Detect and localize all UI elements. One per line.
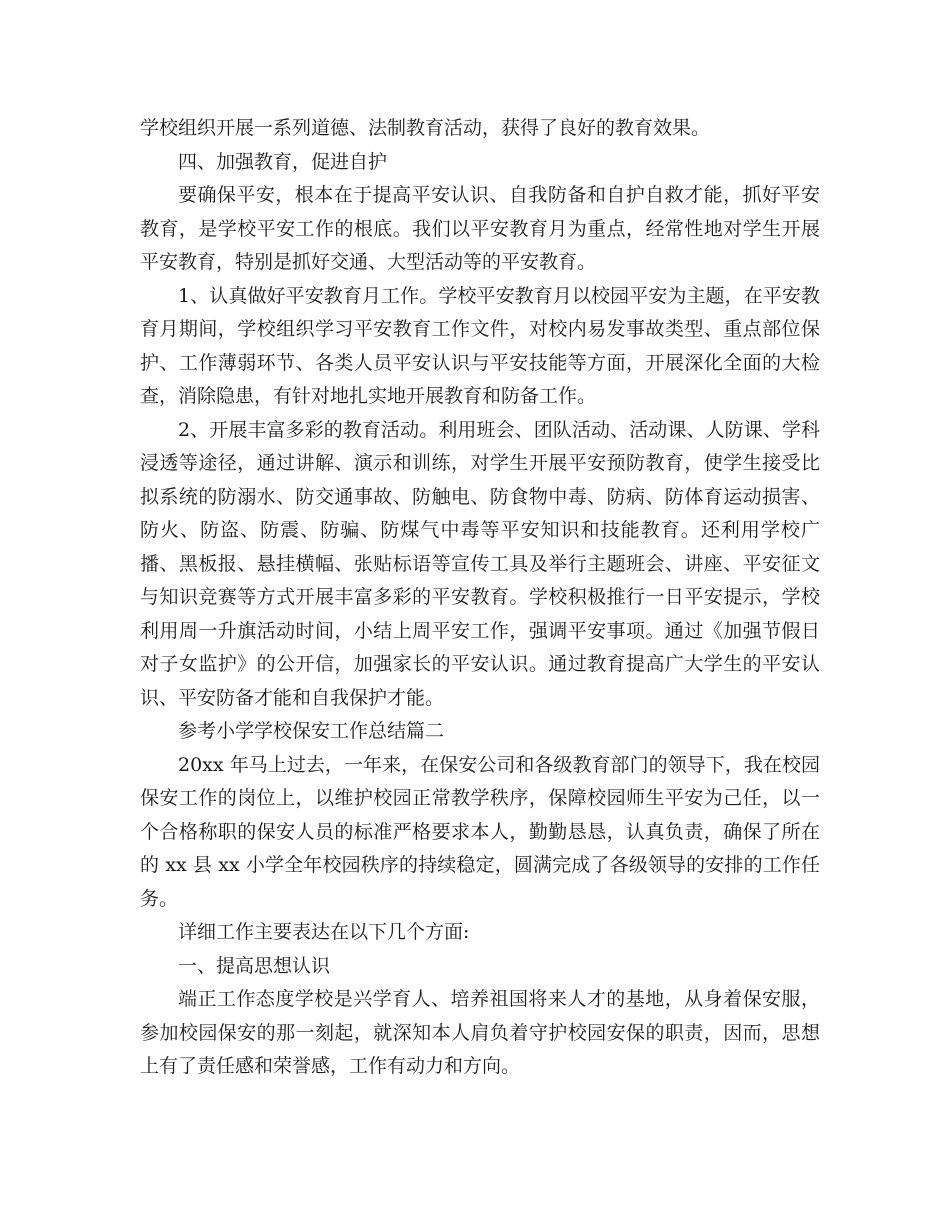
section-heading-4: 四、加强教育，促进自护 (178, 150, 388, 173)
paragraph-10: 端正工作态度学校是兴学育人、培养祖国将来人才的基地，从身着保安服，参加校园保安的那一刻起，就深知本人肩负着守护校园安保的职责，因而，思想上有了责任感和荣誉感，工作有动力和方向。 (140, 988, 820, 1077)
paragraph-4: 1、认真做好平安教育月工作。学校平安教育月以校园平安为主题，在平安教育月期间，学校组织学习平安教育工作文件，对校内易发事故类型、重点部位保护、工作薄弱环节、各类人员平安认识与平安技能等方面，开展深化全面的大检查，消除隐患，有针对地扎实地开展教育和防备工作。 (140, 284, 820, 407)
paragraph-8: 详细工作主要表达在以下几个方面: (178, 921, 470, 943)
paragraph-3: 要确保平安，根本在于提高平安认识、自我防备和自护自救才能，抓好平安教育，是学校平安工作的根底。我们以平安教育月为重点，经常性地对学生开展平安教育，特别是抓好交通、大型活动等的平安教育。 (140, 184, 820, 273)
section-heading-1: 一、提高思想认识 (178, 954, 331, 977)
paragraph-1: 学校组织开展一系列道德、法制教育活动，获得了良好的教育效果。 (140, 117, 711, 139)
article-title-2: 参考小学学校保安工作总结篇二 (178, 720, 445, 742)
paragraph-7: 20xx 年马上过去，一年来，在保安公司和各级教育部门的领导下，我在校园保安工作的岗位上，以维护校园正常教学秩序，保障校园师生平安为己任，以一个合格称职的保安人员的标准严格要求本人，勤勤恳恳，认真负责，确保了所在的 xx 县 xx 小学全年校园秩序的持续稳定，圆满完成了各级领导的安排的工作任务。 (140, 753, 820, 910)
document-body (140, 112, 820, 1084)
paragraph-5: 2、开展丰富多彩的教育活动。利用班会、团队活动、活动课、人防课、学科浸透等途径，通过讲解、演示和训练，对学生开展平安预防教育，使学生接受比拟系统的防溺水、防交通事故、防触电、防食物中毒、防病、防体育运动损害、防火、防盗、防震、防骗、防煤气中毒等平安知识和技能教育。还利用学校广播、黑板报、悬挂横幅、张贴标语等宣传工具及举行主题班会、讲座、平安征文与知识竞赛等方式开展丰富多彩的平安教育。学校积极推行一日平安提示，学校利用周一升旗活动时间，小结上周平安工作，强调平安事项。通过《加强节假日对子女监护》的公开信，加强家长的平安认识。通过教育提高广大学生的平安认识、平安防备才能和自我保护才能。 (140, 418, 820, 709)
